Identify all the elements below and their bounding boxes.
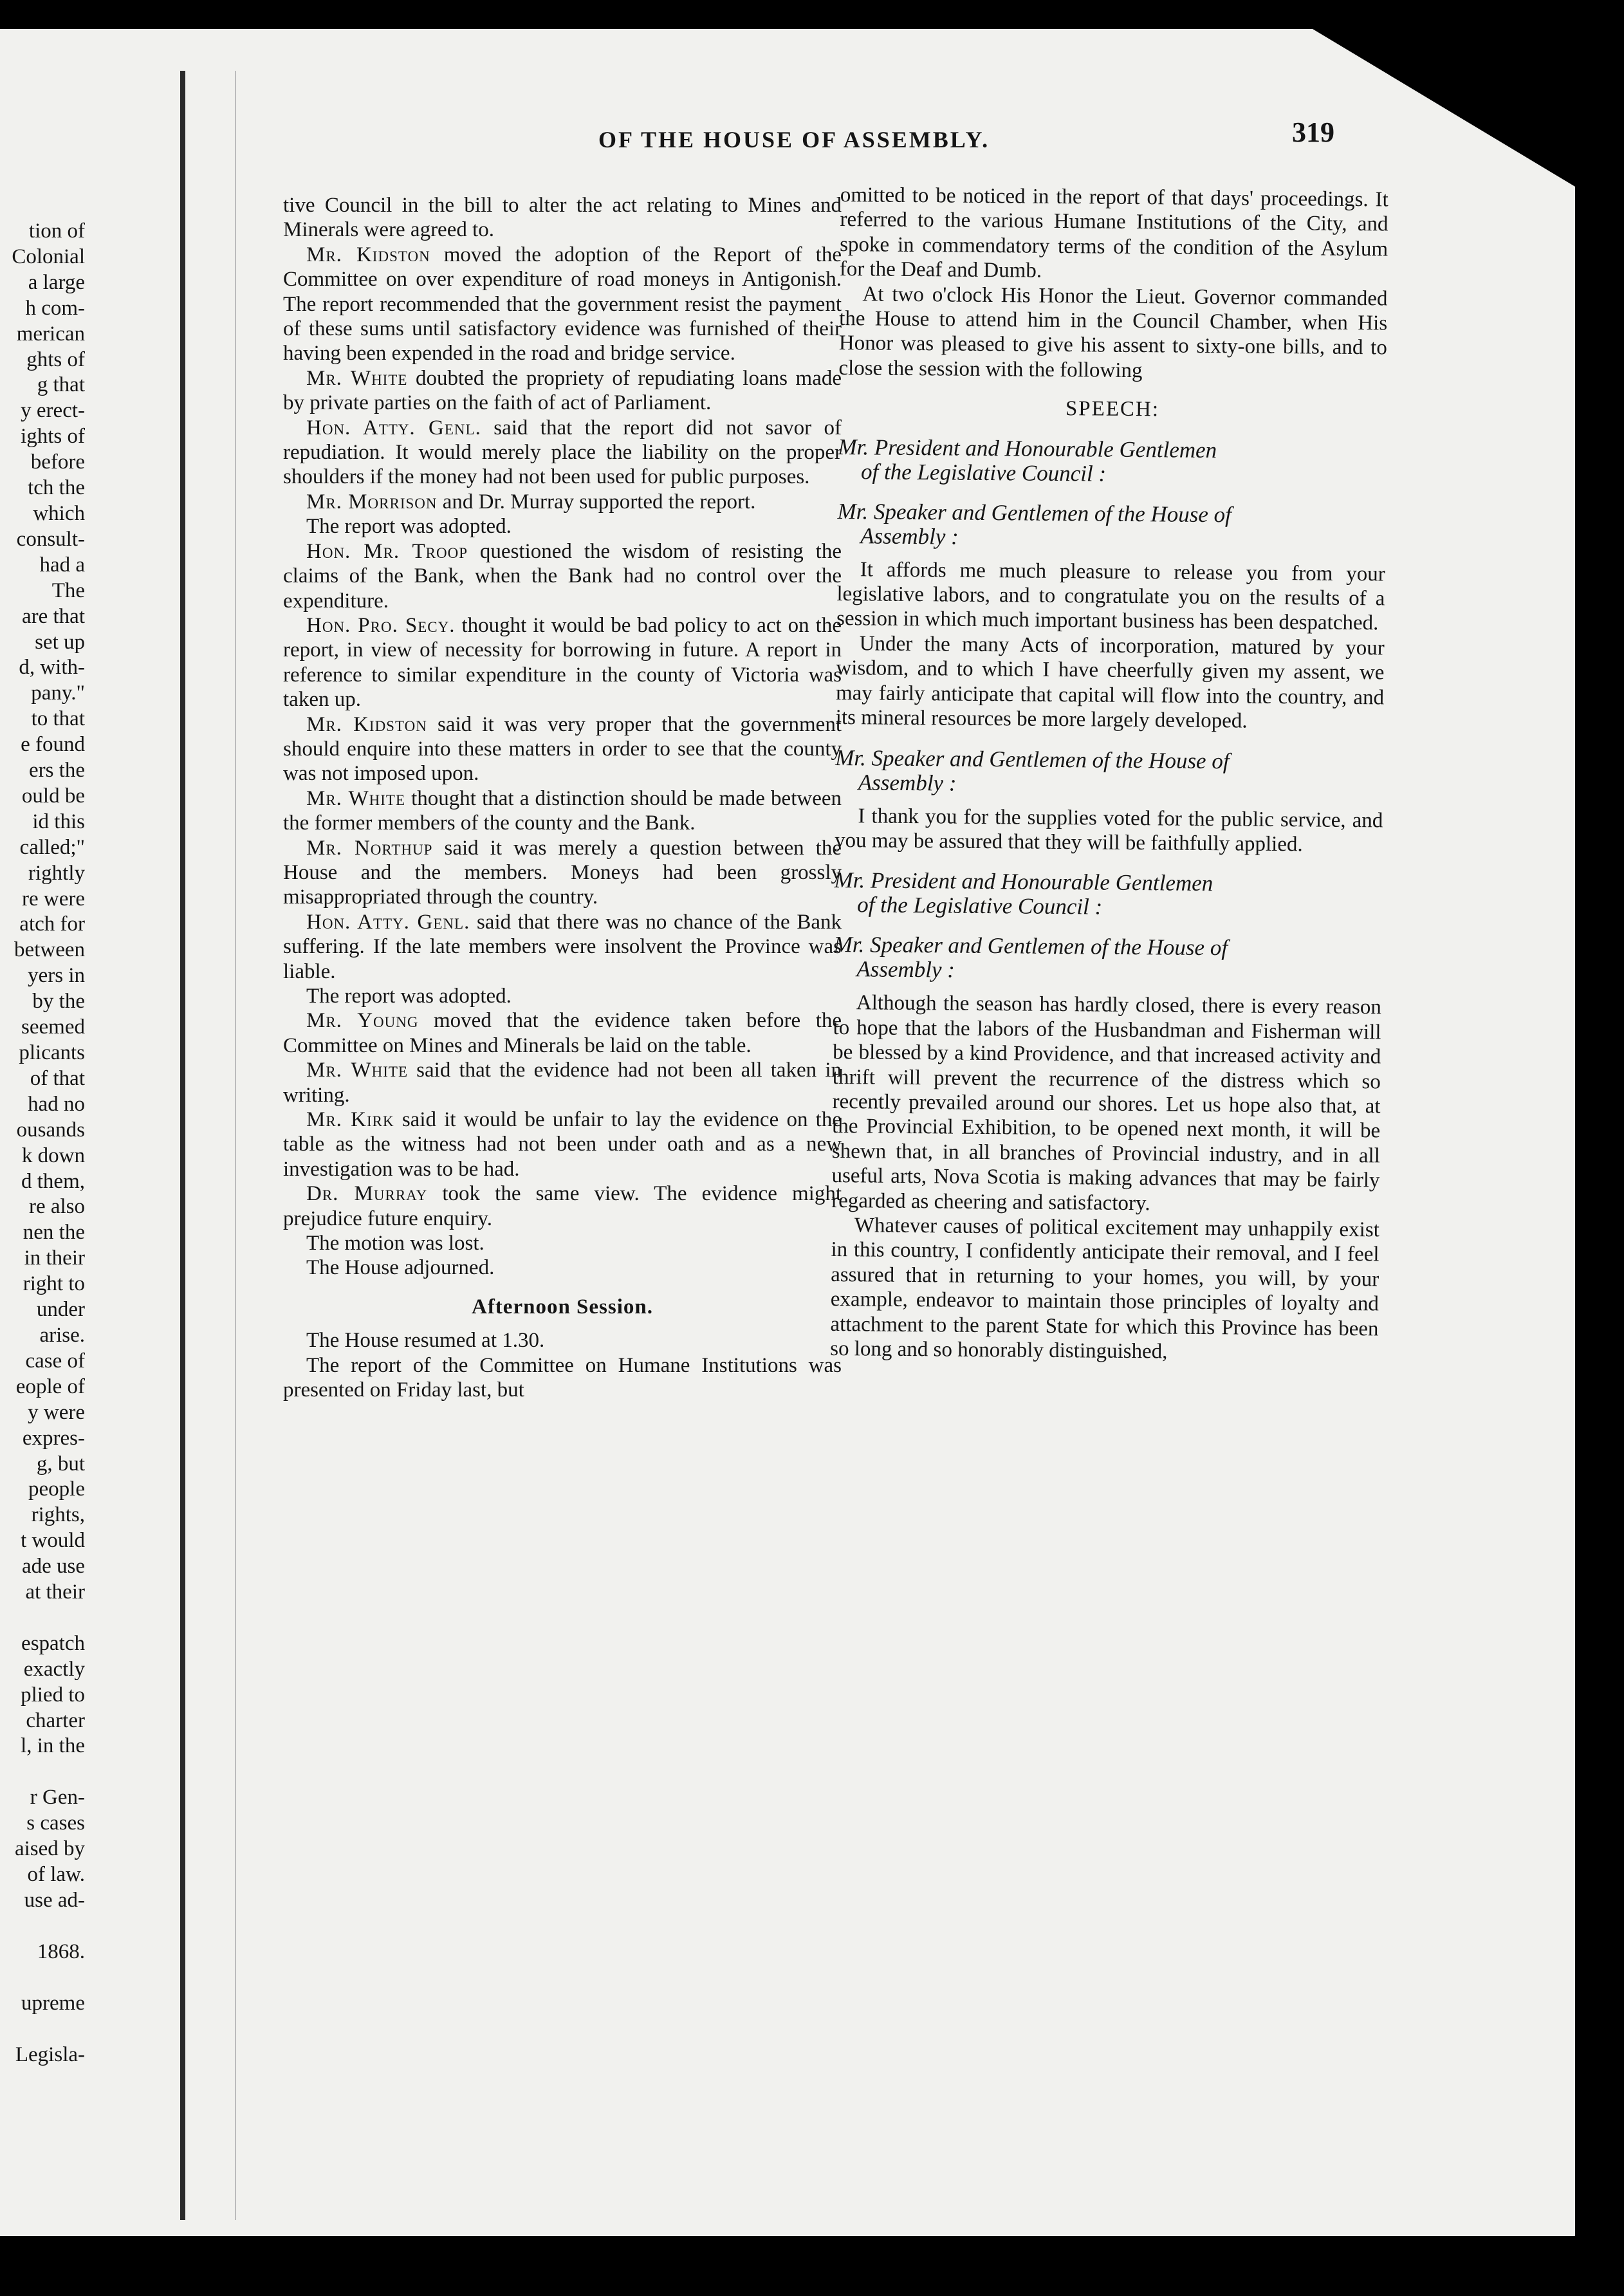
line-fragment: of that: [30, 1066, 85, 1090]
speaker-name: Mr. White: [306, 1059, 409, 1082]
line-fragment: had no: [28, 1092, 85, 1116]
line-fragment: before: [30, 450, 85, 474]
line-fragment: y were: [28, 1400, 85, 1424]
debate-paragraph: [283, 1107, 842, 1181]
text-column-left: [283, 193, 842, 1403]
debate-paragraph: [283, 366, 842, 416]
line-fragment: at their: [25, 1580, 85, 1604]
line-fragment: [0, 1759, 85, 1785]
paragraph: Although the season has hardly closed, there is every reason to hope that the labors of the Husbandman and Fisherman will be blessed by a kind Providence, and that increased activity and thrift will prevent the recurrence of the distress which so recently prevailed around our shores. Let us hope also that, at the Provincial Exhibition, to be opened next month, it will be shewn that, in all branches of Provincial industry, and in all useful arts, Nova Scotia is making advances that may be fairly regarded as cheering and satisfactory.: [831, 991, 1382, 1215]
line-fragment: exactly: [23, 1657, 85, 1681]
line-fragment: are that: [21, 604, 85, 628]
line-fragment: The: [51, 579, 85, 602]
line-fragment: ould be: [21, 784, 85, 808]
line-fragment: had a: [39, 553, 85, 577]
line-fragment: charter: [26, 1708, 85, 1732]
line-fragment: case of: [25, 1349, 85, 1373]
address-salutation: Mr. President and Honourable Gentlemen of the Legislative Council :: [834, 867, 1213, 920]
line-fragment: atch for: [19, 912, 85, 936]
debate-paragraph: [283, 1181, 842, 1231]
debate-paragraph: [283, 1008, 842, 1058]
line-fragment: consult-: [16, 527, 85, 551]
line-fragment: eople of: [15, 1375, 85, 1398]
page-gutter: [180, 71, 185, 2220]
line-fragment: expres-: [22, 1426, 85, 1450]
line-fragment: tion of: [28, 219, 85, 243]
debate-paragraph: [283, 243, 842, 366]
line-fragment: ights of: [21, 425, 85, 449]
paragraph: At two o'clock His Honor the Lieut. Governor commanded the House to attend him in the Council Chamber, when His Honor was pleased to give his assent to sixty-one bills, and to close the session with the following: [838, 282, 1388, 382]
speaker-name: Mr. White: [306, 786, 405, 810]
address-salutation: Mr. Speaker and Gentlemen of the House of Assembly :: [835, 745, 1230, 796]
line-fragment: set up: [35, 630, 85, 654]
paragraph-text: said it would be unfair to lay the evidence on the table as the witness had not been under oath and as a new investigation was to be had.: [283, 1108, 842, 1181]
line-fragment: upreme: [21, 1991, 85, 2015]
line-fragment: l, in the: [21, 1734, 85, 1758]
line-fragment: r Gen-: [30, 1786, 85, 1810]
paragraph-text: thought it would be bad policy to act on the report, in view of necessity for borrowing in future. A report in reference to similar expenditure in the county of Victoria was taken up.: [283, 613, 842, 712]
line-fragment: k down: [21, 1143, 85, 1167]
paragraph-text: The report was adopted.: [306, 985, 512, 1008]
debate-paragraph: [283, 1231, 842, 1255]
paragraph-text: moved that the evidence taken before the Committee on Mines and Minerals be laid on the table.: [283, 1009, 842, 1057]
line-fragment: h com-: [25, 296, 85, 320]
running-head: OF THE HOUSE OF ASSEMBLY.: [598, 127, 990, 153]
speaker-name: Hon. Mr. Troop: [306, 539, 468, 563]
paragraph: The report of the Committee on Humane Institutions was presented on Friday last, but: [283, 1353, 842, 1402]
continuation-text: omitted to be noticed in the report of that days' proceedings. It referred to the various Humane Institutions of the City, and spoke in commendatory terms of the condition of the Asylum for the Deaf and Dumb.: [839, 183, 1389, 282]
speaker-name: Dr. Murray: [306, 1182, 428, 1206]
debate-paragraph: [283, 613, 842, 712]
debate-paragraph: [283, 1058, 842, 1107]
line-fragment: t would: [21, 1529, 85, 1553]
address-salutation: Mr. Speaker and Gentlemen of the House of Assembly :: [837, 498, 1232, 550]
line-fragment: under: [36, 1298, 85, 1322]
line-fragment: ade use: [21, 1555, 85, 1578]
line-fragment: rightly: [28, 861, 85, 885]
paragraph-text: thought that a distinction should be made between the former members of the county and the Bank.: [283, 786, 842, 835]
debate-paragraph: [283, 490, 842, 514]
line-fragment: to that: [31, 707, 85, 731]
line-fragment: a large: [28, 270, 85, 294]
line-fragment: Colonial: [12, 245, 85, 268]
adjacent-page-fragment: [0, 219, 85, 2085]
line-fragment: rights,: [31, 1503, 85, 1527]
speech-heading: SPEECH:: [1065, 397, 1160, 421]
line-fragment: between: [14, 938, 85, 962]
line-fragment: seemed: [21, 1015, 85, 1039]
line-fragment: [0, 1606, 85, 1631]
speaker-name: Mr. Morrison: [306, 490, 438, 514]
continuation-text: tive Council in the bill to alter the act relating to Mines and Minerals were agreed to.: [283, 194, 842, 242]
speaker-name: Hon. Pro. Secy.: [306, 613, 456, 637]
paragraph-text: said that the evidence had not been all taken in writing.: [283, 1059, 842, 1107]
line-fragment: e found: [21, 733, 85, 757]
line-fragment: d, with-: [19, 656, 85, 680]
line-fragment: ousands: [16, 1118, 85, 1142]
paragraph-text: questioned the wisdom of resisting the claims of the Bank, when the Bank had no control over the expenditure.: [283, 539, 842, 613]
debate-paragraph: [283, 910, 842, 984]
line-fragment: nen the: [23, 1221, 85, 1245]
speaker-name: Mr. Kidston: [306, 712, 427, 736]
spacer: [0, 1914, 85, 1940]
line-fragment: use ad-: [24, 1888, 85, 1912]
line-fragment: pany.": [31, 681, 85, 705]
debate-paragraph: [283, 712, 842, 786]
line-fragment: plicants: [19, 1041, 85, 1064]
speaker-name: Mr. Kidston: [306, 243, 430, 266]
line-fragment: ers the: [28, 759, 85, 782]
text-column-right: [830, 183, 1389, 1366]
page-number: 319: [1292, 116, 1334, 148]
paragraph-text: doubted the propriety of repudiating loans made by private parties on the faith of act of Parliament.: [283, 366, 842, 415]
line-fragment: g, but: [36, 1452, 85, 1476]
speaker-name: Mr. White: [306, 366, 408, 390]
line-fragment: in their: [24, 1246, 85, 1270]
line-fragment: yers in: [28, 964, 85, 988]
line-fragment: espatch: [21, 1631, 85, 1655]
paragraph-text: took the same view. The evidence might prejudice future enquiry.: [283, 1182, 842, 1230]
paragraph: I thank you for the supplies voted for the public service, and you may be assured that they will be faithfully applied.: [834, 804, 1383, 856]
speaker-name: Mr. Kirk: [306, 1108, 394, 1132]
line-fragment: re were: [21, 887, 85, 911]
debate-paragraph: [283, 984, 842, 1008]
debate-paragraphs: [283, 243, 842, 1281]
paragraph-text: moved the adoption of the Report of the Committee on over expenditure of road moneys in Antigonish. The report recommended that the government resist the payment of these sums until satisfactory evidence was furnished of their having been expended in the road and bridge service.: [283, 243, 842, 366]
debate-paragraph: [283, 836, 842, 910]
section-heading: Afternoon Session.: [471, 1295, 654, 1319]
paragraph: The House resumed at 1.30.: [306, 1329, 545, 1353]
speaker-name: Hon. Atty. Genl.: [306, 416, 481, 440]
line-fragment: g that: [37, 373, 85, 397]
paragraph-text: The House adjourned.: [306, 1256, 495, 1280]
line-fragment: plied to: [21, 1683, 85, 1707]
line-fragment: aised by: [14, 1837, 85, 1861]
line-fragment: called;": [19, 835, 85, 859]
line-fragment: y erect-: [21, 399, 85, 423]
line-fragment: which: [33, 501, 85, 525]
line-fragment: people: [28, 1477, 85, 1501]
debate-paragraph: [283, 786, 842, 836]
address-salutation: Mr. Speaker and Gentlemen of the House of Assembly :: [833, 932, 1228, 983]
paragraph-text: said that the report did not savor of repudiation. It would merely place the liability on the proper shoulders if the money had not been used for public purposes.: [283, 416, 842, 489]
line-fragment: ghts of: [26, 347, 85, 371]
page-gutter-shadow: [235, 71, 236, 2220]
speaker-name: Mr. Northup: [306, 836, 433, 860]
line-fragment: d them,: [21, 1169, 85, 1193]
address-salutation: Mr. President and Honourable Gentlemen of the Legislative Council :: [838, 434, 1217, 486]
paragraph: Under the many Acts of incorporation, matured by your wisdom, and to which I have cheerfully given my assent, we may fairly anticipate that capital will flow into the country, and its mineral resources be more largely developed.: [835, 632, 1385, 733]
line-fragment: s cases: [26, 1811, 85, 1835]
speaker-name: Hon. Atty. Genl.: [306, 910, 470, 934]
line-fragment: arise.: [39, 1323, 85, 1347]
debate-paragraph: [283, 539, 842, 613]
paragraph-text: The report was adopted.: [306, 515, 512, 539]
line-fragment: by the: [32, 990, 85, 1014]
paragraph-text: said it was merely a question between the House and the members. Moneys had been grossly misappropriated through the country.: [283, 836, 842, 909]
debate-paragraph: [283, 514, 842, 539]
paragraph-text: The motion was lost.: [306, 1232, 484, 1255]
line-fragment: tch the: [28, 476, 85, 500]
debate-paragraph: [283, 416, 842, 490]
line-fragment: 1868.: [37, 1940, 85, 1963]
paragraph: It affords me much pleasure to release you from your legislative labors, and to congratulate you on the results of a session in which much important business has been despatched.: [836, 557, 1385, 635]
speaker-name: Mr. Young: [306, 1009, 419, 1033]
line-fragment: Legisla-: [15, 2042, 85, 2066]
line-fragment: of law.: [27, 1863, 85, 1886]
line-fragment: right to: [23, 1272, 85, 1296]
debate-paragraph: [283, 1255, 842, 1280]
line-fragment: re also: [28, 1195, 85, 1219]
line-fragment: id this: [32, 810, 85, 833]
line-fragment: merican: [16, 322, 85, 346]
paragraph-text: said that there was no chance of the Bank suffering. If the late members were insolvent the Province was liable.: [283, 910, 842, 983]
paragraph: Whatever causes of political excitement may unhappily exist in this country, I confidently anticipate their removal, and I feel assured that in returning to your homes, you will, by your example, endeavor to maintain those principles of loyalty and attachment to the parent State for which this Province has been so long and so honorably distinguished,: [830, 1214, 1379, 1364]
paragraph-text: said it was very proper that the government should enquire into these matters in order to see that the county was not imposed upon.: [283, 712, 842, 786]
paragraph-text: and Dr. Murray supported the report.: [437, 490, 756, 514]
